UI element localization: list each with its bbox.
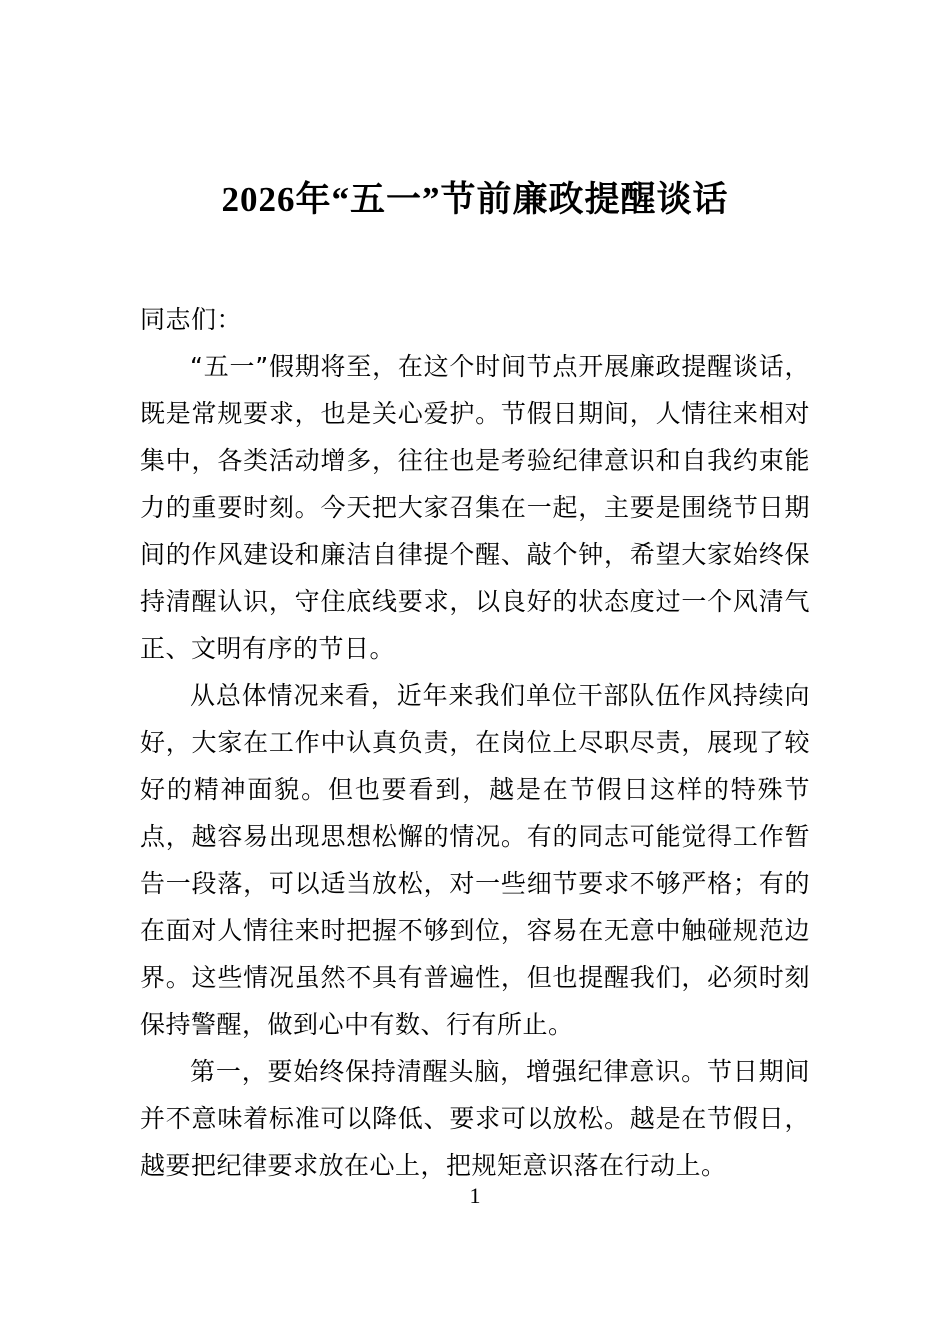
page-title: 2026年“五一”节前廉政提醒谈话 (221, 180, 729, 219)
paragraph: 从总体情况来看，近年来我们单位干部队伍作风持续向好，大家在工作中认真负责，在岗位上尽职尽责，展现了较好的精神面貌。但也要看到，越是在节假日这样的特殊节点，越容易出现思想松懈的情况。有的同志可能觉得工作暂告一段落，可以适当放松，对一些细节要求不够严格；有的在面对人情往来时把握不够到位，容易在无意中触碰规范边界。这些情况虽然不具有普遍性，但也提醒我们，必须时刻保持警醒，做到心中有数、行有所止。 (140, 681, 810, 1039)
paragraph: “五一”假期将至，在这个时间节点开展廉政提醒谈话，既是常规要求，也是关心爱护。节假日期间，人情往来相对集中，各类活动增多，往往也是考验纪律意识和自我约束能力的重要时刻。今天把大家召集在一起，主要是围绕节日期间的作风建设和廉洁自律提个醒、敲个钟，希望大家始终保持清醒认识，守住底线要求，以良好的状态度过一个风清气正、文明有序的节日。 (140, 352, 810, 663)
salutation: 同志们： (140, 305, 243, 334)
paragraph: 第一，要始终保持清醒头脑，增强纪律意识。节日期间并不意味着标准可以降低、要求可以放松。越是在节假日，越要把纪律要求放在心上，把规矩意识落在行动上。 (140, 1057, 810, 1180)
page-number: 1 (469, 1183, 481, 1208)
document-body (140, 296, 810, 1189)
